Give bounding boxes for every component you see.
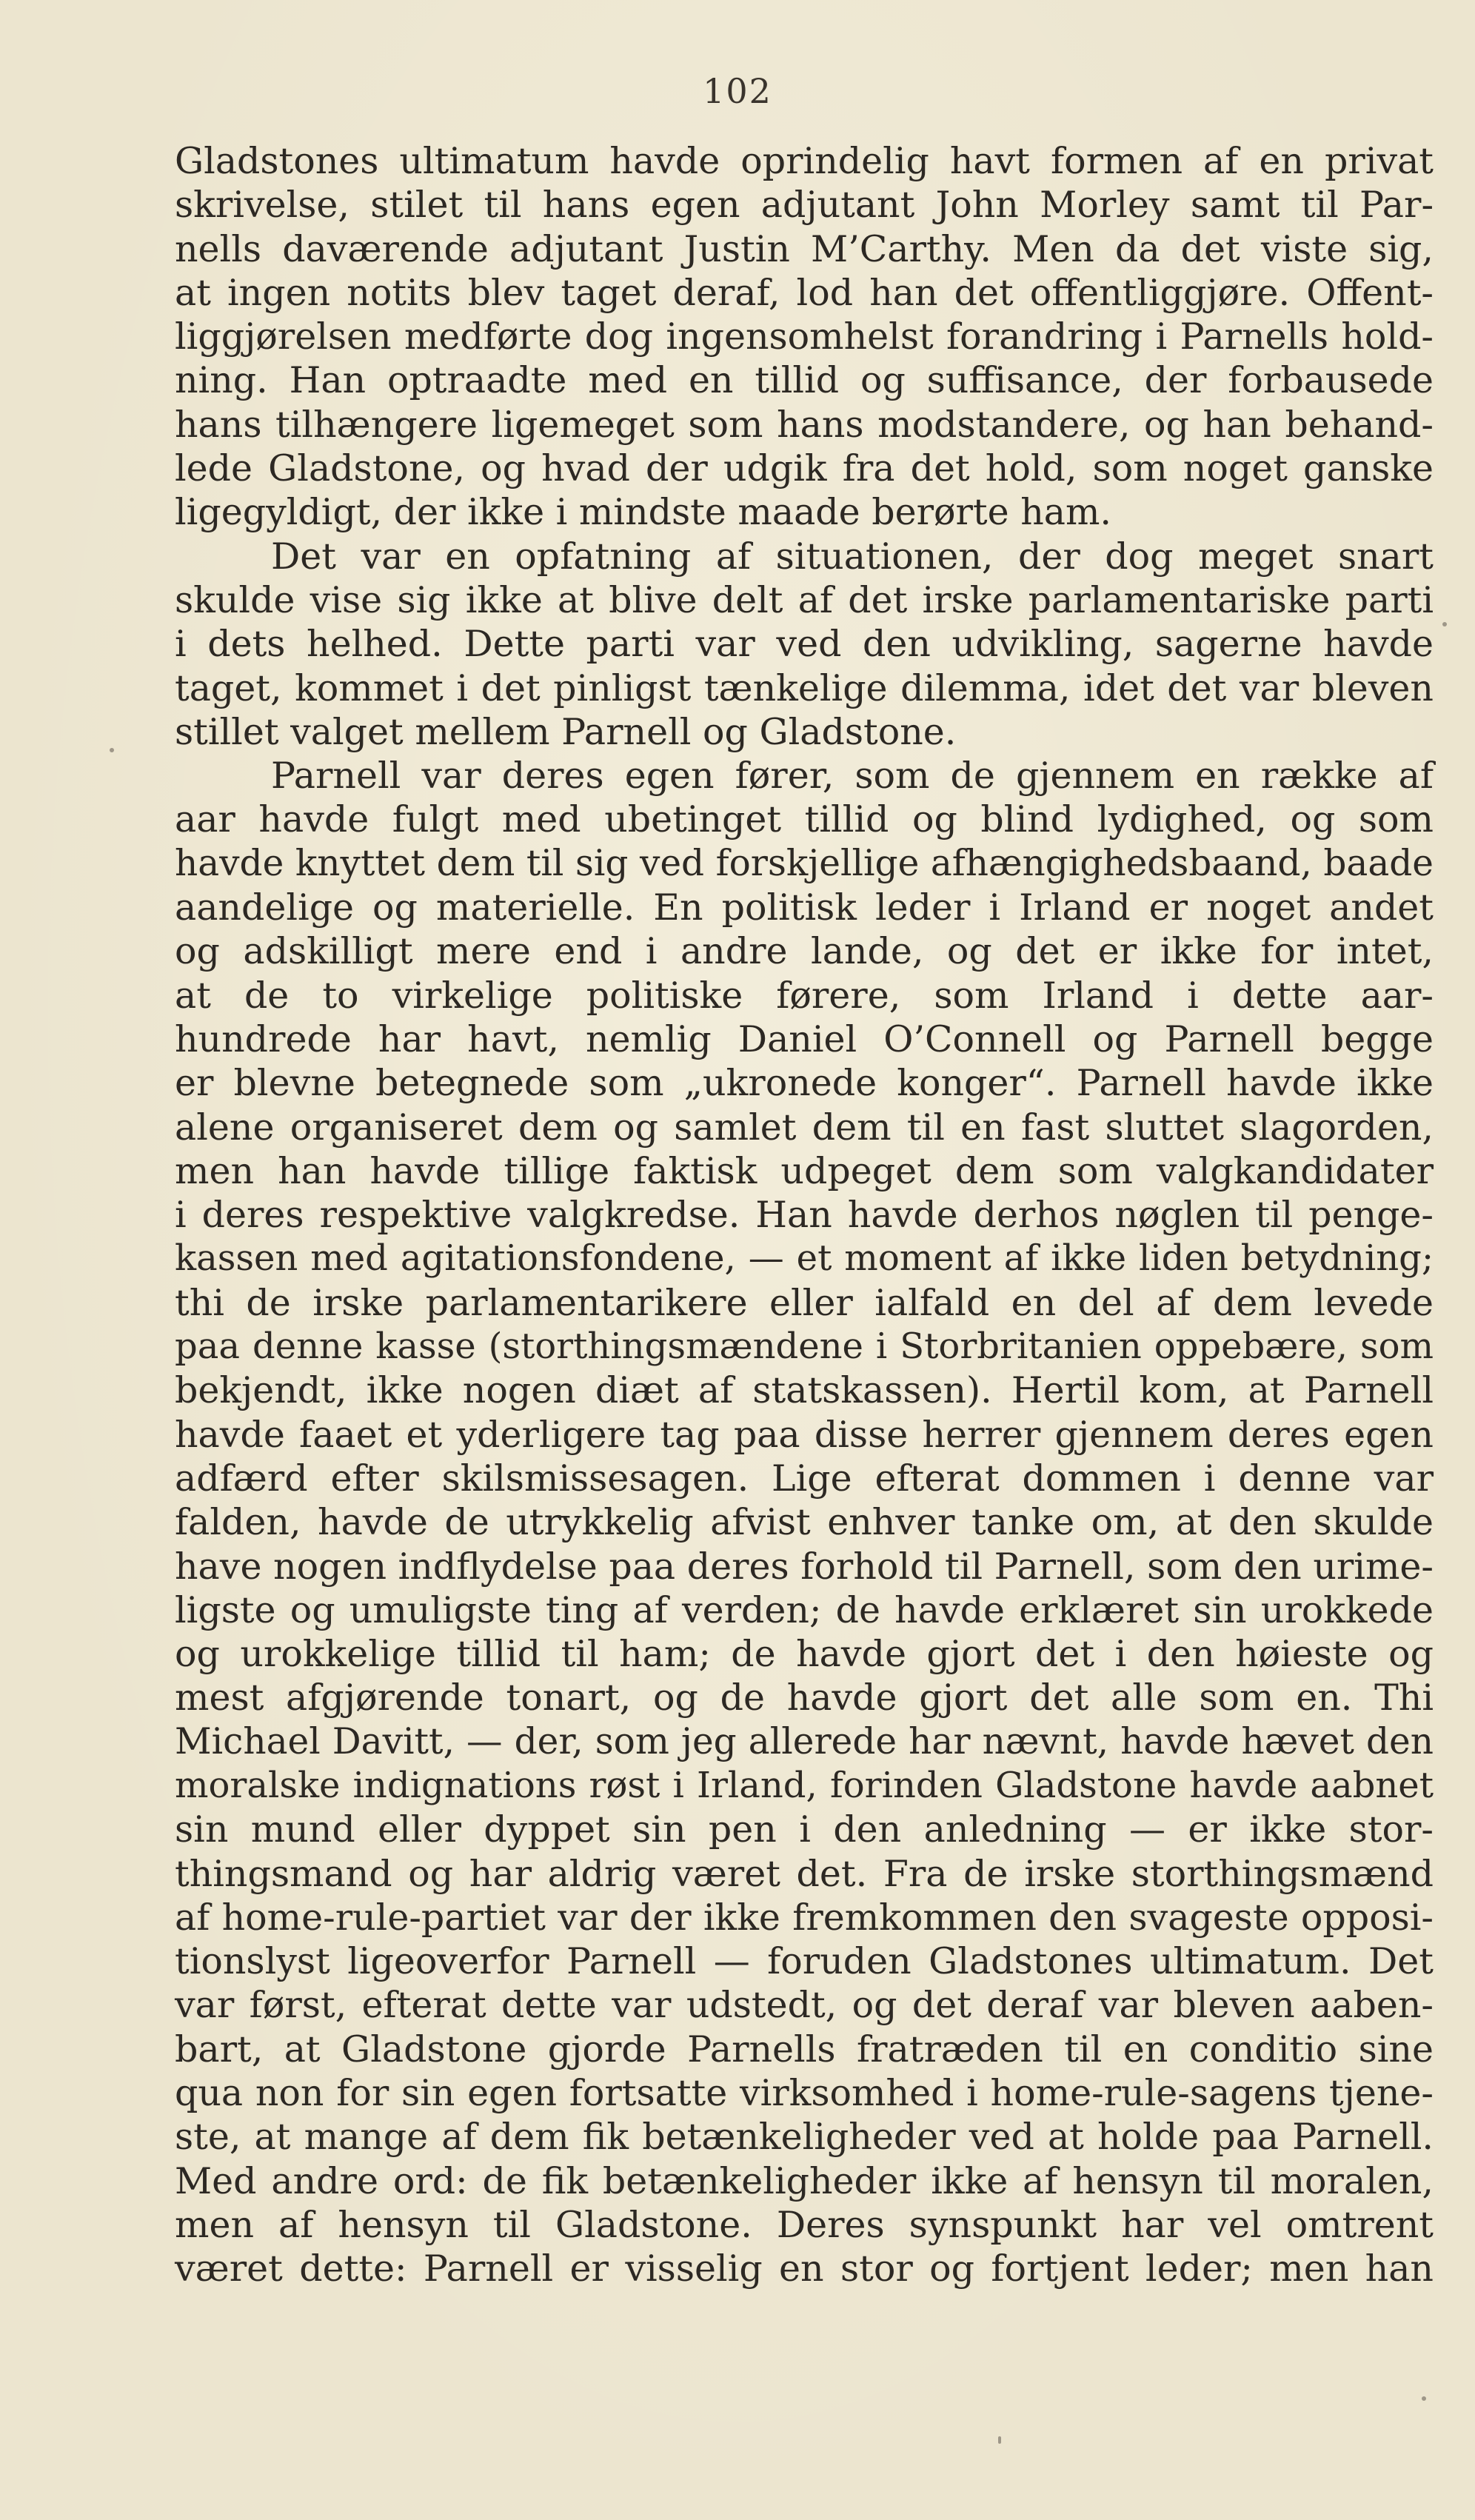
page-number: 102 [703,71,772,111]
text-line: hundrede har havt, nemlig Daniel O’Connell og Parnell begge [175,1017,1434,1060]
text-line: at de to virkelige politiske førere, som Irland i dette aar- [175,974,1434,1017]
text-line: ning. Han optraadte med en tillid og suffisance, der forbausede [175,359,1434,402]
text-line: af home-rule-partiet var der ikke fremkommen den svageste opposi- [175,1896,1434,1939]
paper-speck [1422,2396,1426,2401]
text-line: Michael Davitt, — der, som jeg allerede har nævnt, havde hævet den [175,1720,1434,1762]
text-line: skulde vise sig ikke at blive delt af det irske parlamentariske parti [175,578,1434,621]
text-line: var først, efterat dette var udstedt, og det deraf var bleven aaben- [175,1984,1434,2027]
text-line: i dets helhed. Dette parti var ved den udvikling, sagerne havde [175,623,1434,666]
text-line: have nogen indflydelse paa deres forhold til Parnell, som den urime- [175,1545,1434,1588]
text-line: aar havde fulgt med ubetinget tillid og blind lydighed, og som [175,798,1434,841]
text-line: havde faaet et yderligere tag paa disse herrer gjennem deres egen [175,1413,1434,1456]
text-line: været dette: Parnell er visselig en stor og fortjent leder; men han [175,2247,1434,2290]
text-line: ligste og umuligste ting af verden; de havde erklæret sin urokkede [175,1588,1434,1631]
body-text [175,139,1434,2291]
paper-speck [998,2436,1001,2444]
text-line: thingsmand og har aldrig været det. Fra de irske storthingsmænd [175,1852,1434,1895]
paragraph-start-line: Det var en opfatning af situationen, der dog meget snart [271,535,1434,578]
text-line: stillet valget mellem Parnell og Gladstone. [175,710,957,753]
text-line: havde knyttet dem til sig ved forskjellige afhængighedsbaand, baade [175,842,1434,884]
text-line: aandelige og materielle. En politisk leder i Irland er noget andet [175,886,1434,929]
text-line: men han havde tillige faktisk udpeget dem som valgkandidater [175,1149,1434,1192]
text-line: kassen med agitationsfondene, — et moment af ikke liden betydning; [175,1237,1434,1280]
paper-speck [110,748,114,752]
text-line: bekjendt, ikke nogen diæt af statskassen). Hertil kom, at Parnell [175,1369,1434,1412]
text-line: falden, havde de utrykkelig afvist enhver tanke om, at den skulde [175,1501,1434,1544]
text-line: tionslyst ligeoverfor Parnell — foruden Gladstones ultimatum. Det [175,1940,1434,1983]
paper-speck [1442,622,1447,626]
text-line: adfærd efter skilsmissesagen. Lige efterat dommen i denne var [175,1457,1434,1500]
text-line: skrivelse, stilet til hans egen adjutant John Morley samt til Par- [175,184,1434,227]
text-line: nells daværende adjutant Justin M’Carthy. Men da det viste sig, [175,227,1434,270]
text-line: ligegyldigt, der ikke i mindste maade berørte ham. [175,491,1112,534]
text-line: taget, kommet i det pinligst tænkelige dilemma, idet det var bleven [175,666,1434,709]
text-line: lede Gladstone, og hvad der udgik fra det hold, som noget ganske [175,447,1434,490]
text-line: qua non for sin egen fortsatte virksomhed i home-rule-sagens tjene- [175,2072,1434,2115]
text-line: liggjørelsen medførte dog ingensomhelst forandring i Parnells hold- [175,315,1434,358]
text-line: paa denne kasse (storthingsmændene i Storbritanien oppebære, som [175,1326,1434,1368]
paragraph-start-line: Parnell var deres egen fører, som de gjennem en række af [271,755,1434,798]
text-line: Gladstones ultimatum havde oprindelig havt formen af en privat [175,140,1434,182]
text-line: at ingen notits blev taget deraf, lod han det offentliggjøre. Offent- [175,271,1434,314]
text-line: sin mund eller dyppet sin pen i den anledning — er ikke stor- [175,1808,1434,1851]
text-line: hans tilhængere ligemeget som hans modstandere, og han behand- [175,403,1434,446]
text-line: men af hensyn til Gladstone. Deres synspunkt har vel omtrent [175,2203,1434,2246]
text-line: i deres respektive valgkredse. Han havde derhos nøglen til penge- [175,1194,1434,1237]
text-line: Med andre ord: de fik betænkeligheder ikke af hensyn til moralen, [175,2159,1434,2202]
text-line: og adskilligt mere end i andre lande, og det er ikke for intet, [175,930,1434,973]
text-line: ste, at mange af dem fik betænkeligheder ved at holde paa Parnell. [175,2116,1434,2159]
text-line: og urokkelige tillid til ham; de havde gjort det i den høieste og [175,1633,1434,1676]
text-line: er blevne betegnede som „ukronede konger“. Parnell havde ikke [175,1062,1434,1105]
text-line: thi de irske parlamentarikere eller ialfald en del af dem levede [175,1281,1434,1324]
text-line: bart, at Gladstone gjorde Parnells fratræden til en conditio sine [175,2028,1434,2071]
text-line: mest afgjørende tonart, og de havde gjort det alle som en. Thi [175,1677,1434,1719]
text-line: alene organiseret dem og samlet dem til en fast sluttet slagorden, [175,1106,1434,1149]
text-line: moralske indignations røst i Irland, forinden Gladstone havde aabnet [175,1764,1434,1806]
